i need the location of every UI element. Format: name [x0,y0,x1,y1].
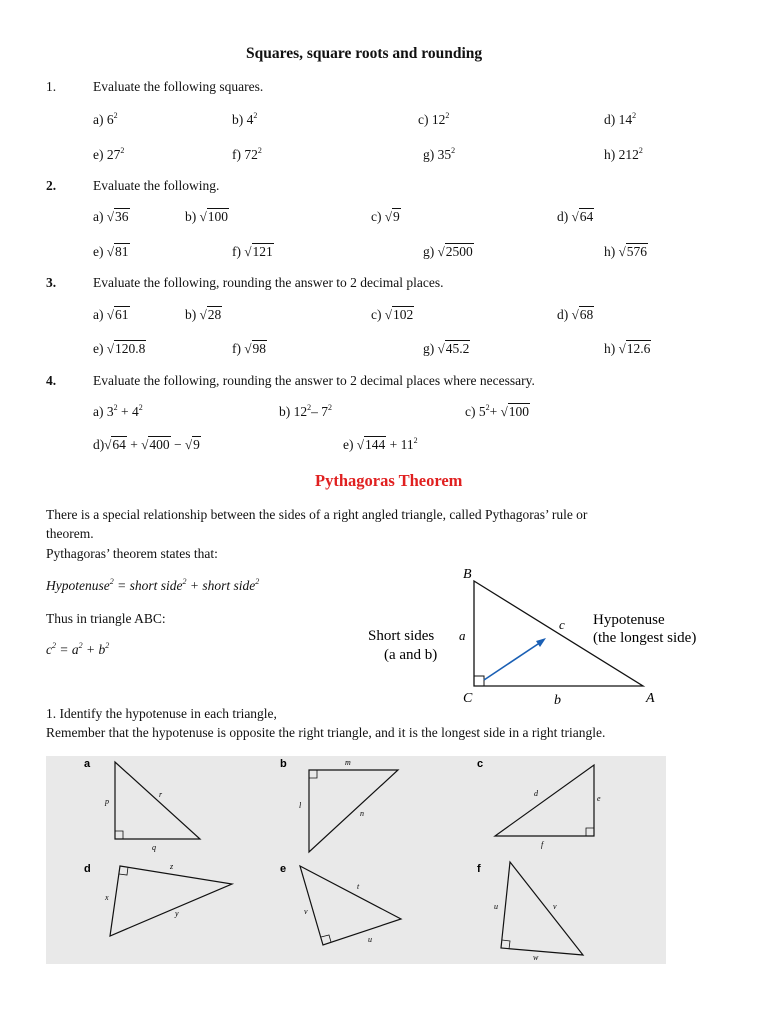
item-exponent: 2 [451,146,456,155]
triangle-f-side-v: v [553,902,557,911]
abc-formula: $c^2 = a^2 + b^2$ [46,641,110,657]
item-exponent: 2 [253,111,258,120]
q3-item [232,341,267,357]
q1-item [232,147,262,163]
q1-item [418,112,449,128]
short-sides-label-1: Short sides [368,628,435,644]
q2-item [232,244,274,260]
radical: √64 [571,209,594,224]
q2-item [604,244,648,260]
radicand: 98 [252,341,267,356]
arrow-shaft [484,642,541,680]
q4-item-d: d)√64 + √400 − √9 [93,437,200,452]
q3-item [93,307,130,323]
item-base: 27 [106,147,121,162]
radical: √144 [356,437,386,452]
q3-item [371,307,414,323]
radicand: 576 [626,244,648,259]
radical: √61 [106,307,129,322]
item-label: a) [93,307,107,322]
radicand: 9 [393,209,400,224]
triangle-b-side-n: n [360,809,364,818]
q3-number: 3. [46,275,57,290]
radicand: 12.6 [626,341,651,356]
radical: √400 [141,437,170,452]
triangle-b-label: b [280,758,287,770]
section-heading: Pythagoras Theorem [315,471,463,490]
radicand: 81 [115,244,129,259]
triangle-f-side-u: u [494,902,498,911]
item-label: d) [557,307,572,322]
q2-item [423,244,474,260]
item-base: 72 [244,147,258,162]
radical: √100 [199,209,229,224]
triangle-d-side-z: z [170,862,174,871]
triangle-a [115,762,200,839]
q1-number: 1. [46,79,57,94]
triangle-e-side-u: u [368,935,372,944]
item-label: b) [185,209,200,224]
q1-item [423,147,455,163]
right-angle-mark [474,676,484,686]
item-exponent: 2 [113,111,118,120]
item-label: f) [232,147,245,162]
q1-item [93,147,124,163]
item-exponent: 2 [120,146,125,155]
triangle-b [309,770,398,852]
item-exponent: 2 [638,146,643,155]
radicand: 36 [115,209,129,224]
triangle-d-side-y: y [175,909,179,918]
q3-item [604,341,651,357]
item-base: 6 [106,112,114,127]
hypotenuse-label-2: (the longest side) [593,630,697,646]
triangle-c-side-f: f [541,840,544,849]
item-label: c) [418,112,432,127]
triangle-d [110,866,232,936]
q3-item [93,341,146,357]
item-label: b) [232,112,247,127]
item-base: 14 [618,112,633,127]
task-line-1: 1. Identify the hypotenuse in each triangle, [46,706,277,721]
q2-number: 2. [46,178,57,193]
vertex-b: B [463,567,472,582]
radicand: 102 [393,307,414,322]
item-base: 4 [246,112,254,127]
triangle-b-side-l: l [299,801,302,810]
radicand: 64 [579,209,594,224]
triangle-d-side-x: x [105,893,109,902]
triangle-c-label: c [477,758,484,770]
triangle-f-side-w: w [533,953,539,962]
intro-line-1: There is a special relationship between the sides of a right angled triangle, called Pythagoras’ rule or [46,507,588,522]
q1-item [93,112,118,128]
triangle-e-right-angle [321,935,331,942]
item-exponent: 2 [632,111,637,120]
triangle-c-side-d: d [534,789,538,798]
radical: √98 [244,341,267,356]
triangle-c [495,765,594,836]
radical: √68 [571,307,594,322]
item-label: e) [93,341,107,356]
radicand: 2500 [445,244,473,259]
item-label: f) [232,244,245,259]
q2-item [371,209,401,225]
q2-item [557,209,594,225]
triangle-c-side-e: e [597,794,601,803]
item-label: h) [604,147,619,162]
radical: √9 [185,437,200,452]
item-label: g) [423,341,438,356]
triangle-e-side-v: v [304,907,308,916]
q4-item-b: b) $12^2-$ $7^2$ [279,403,332,419]
radical: √121 [244,244,273,259]
radical: √81 [106,244,129,259]
radical: √120.8 [106,341,146,356]
item-label: e) [93,244,107,259]
triangle-b-right-angle [309,770,317,778]
task-line-2: Remember that the hypotenuse is opposite the right triangle, and it is the longest side in a right triangle. [46,725,606,740]
q4-number: 4. [46,373,57,388]
radical: √64 [104,437,126,452]
item-base: 212 [618,147,639,162]
item-label: g) [423,147,438,162]
radicand: 45.2 [445,341,470,356]
radical: √12.6 [618,341,651,356]
q3-prompt: Evaluate the following, rounding the answer to 2 decimal places. [93,275,444,290]
q2-prompt: Evaluate the following. [93,178,220,193]
item-base: 12 [431,112,446,127]
q2-item [93,244,130,260]
triangle-d-label: d [84,863,91,875]
item-label: g) [423,244,438,259]
item-exponent: 2 [257,146,262,155]
radicand: 120.8 [115,341,146,356]
triangle-a-side-r: r [159,790,163,799]
side-b-label: b [554,693,561,708]
triangle-c-right-angle [586,828,594,836]
item-exponent: 2 [445,111,450,120]
triangle-e [300,866,401,945]
triangles-svg [46,756,666,964]
item-base: 35 [437,147,452,162]
q3-item [557,307,594,323]
triangle-a-right-angle [115,831,123,839]
triangle-f [501,862,583,955]
triangle-e-side-t: t [357,882,360,891]
triangles-panel [46,756,666,964]
q1-item [232,112,257,128]
hypotenuse-label-1: Hypotenuse [593,612,665,628]
item-label: c) [371,209,385,224]
radical: √576 [618,244,648,259]
item-label: f) [232,341,245,356]
radical: √102 [384,307,414,322]
q1-prompt: Evaluate the following squares. [93,79,264,94]
triangle-d-right-angle [119,867,128,875]
item-label: a) [93,112,107,127]
radicand: 28 [207,307,222,322]
q4-item-e: e) $√144 + 11^2$ [343,436,418,452]
item-label: e) [93,147,107,162]
vertex-c: C [463,691,473,706]
theorem-statement: Pythagoras’ theorem states that: [46,546,218,561]
theorem-formula: Hypotenuse$^2$ = short side$^2$ + short side$^2$ [46,577,260,593]
item-label: a) [93,209,107,224]
radical: √100 [500,404,530,419]
radical: √9 [384,209,400,224]
page-title: Squares, square roots and rounding [246,45,483,62]
triangle-a-label: a [84,758,91,770]
radical: √45.2 [437,341,470,356]
q3-item [185,307,222,323]
triangle-f-label: f [477,863,481,875]
triangle-a-side-q: q [152,843,156,852]
radical: √36 [106,209,129,224]
triangle-e-label: e [280,863,287,875]
item-label: b) [185,307,200,322]
intro-line-2: theorem. [46,526,94,541]
radical: √2500 [437,244,473,259]
q1-item [604,147,643,163]
q2-item [93,209,130,225]
side-c-label: c [559,617,565,632]
radicand: 121 [252,244,273,259]
q4-prompt: Evaluate the following, rounding the answer to 2 decimal places where necessary. [93,373,535,388]
vertex-a: A [646,691,655,706]
triangle-b-side-m: m [345,758,351,767]
radical: √28 [199,307,222,322]
thus-text: Thus in triangle ABC: [46,611,166,626]
radicand: 68 [579,307,594,322]
side-a-label: a [459,628,466,643]
q1-item [604,112,636,128]
q4-item-a: a) $3^2 + 4^2$ [93,403,143,419]
item-label: h) [604,244,619,259]
radicand: 61 [115,307,129,322]
short-sides-label-2: (a and b) [384,647,438,663]
arrow-head [536,638,546,647]
triangle-abc-diagram [360,562,730,712]
item-label: h) [604,341,619,356]
q3-item [423,341,470,357]
item-label: d) [604,112,619,127]
radicand: 100 [207,209,229,224]
item-label: c) [371,307,385,322]
q2-item [185,209,229,225]
item-label: d) [557,209,572,224]
q4-item-c: c) $5^2+ √100$ [465,403,530,419]
triangle-a-side-p: p [105,797,109,806]
